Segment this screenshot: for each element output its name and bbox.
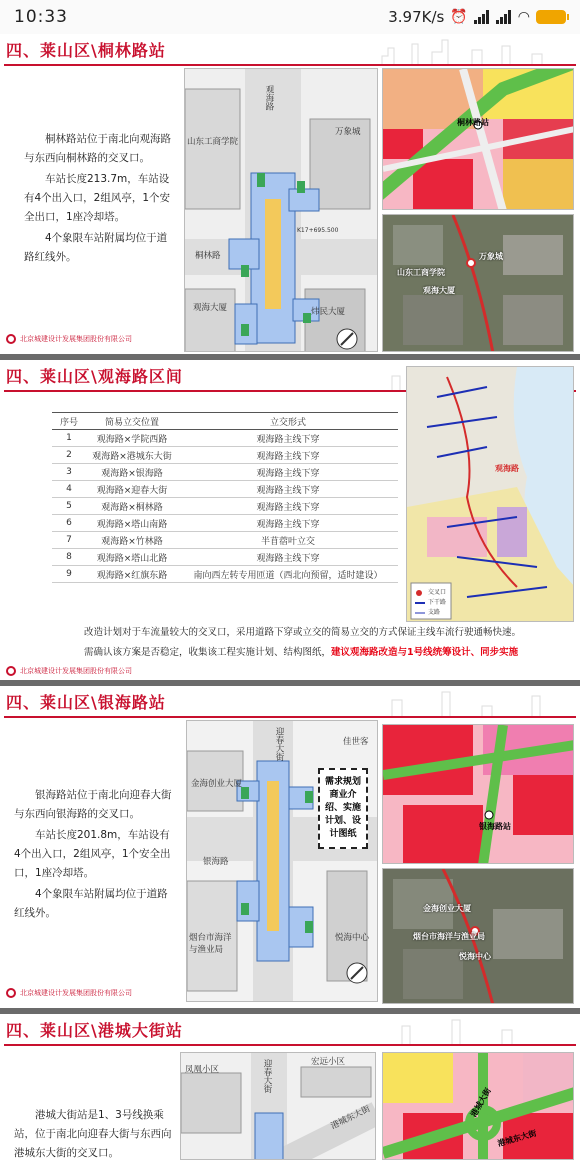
slide-footer	[6, 334, 132, 344]
footer-text: 北京城建设计发展集团股份有限公司	[20, 335, 132, 343]
cell: 观海路×桐林路	[86, 498, 178, 515]
desc-para: 港城大街站是1、3号线换乘站，位于南北向迎春大街与东西向港城东大街的交叉口。	[14, 1109, 172, 1159]
cell: 半苜蓿叶立交	[178, 532, 398, 549]
cell: 9	[52, 566, 86, 583]
col-header: 立交形式	[178, 413, 398, 430]
slide-title: 四、莱山区\银海路站	[6, 693, 166, 712]
satellite-map[interactable]	[382, 868, 574, 1004]
land-use-graphic	[383, 725, 574, 864]
footer-text: 北京城建设计发展集团股份有限公司	[20, 667, 132, 675]
cell: 观海路主线下穿	[178, 481, 398, 498]
desc-para: 桐林路站位于南北向观海路与东西向桐林路的交叉口。	[24, 133, 171, 164]
building-label-ne: 佳世客	[343, 737, 369, 747]
cell: 观海路×塔山南路	[86, 515, 178, 532]
skyline-decoration	[372, 1016, 572, 1046]
desc-para: 车站长度213.7m，车站设有4个出入口，2组风亭，1个安全出口，1座冷却塔。	[24, 173, 171, 223]
footer-text: 北京城建设计发展集团股份有限公司	[20, 989, 132, 997]
company-logo-icon	[6, 988, 16, 998]
legend-item: 交叉口	[428, 589, 447, 596]
company-logo-icon	[6, 666, 16, 676]
cell: 4	[52, 481, 86, 498]
station-map-label: 港城大街	[469, 1086, 493, 1119]
cell: 1	[52, 430, 86, 447]
station-description	[14, 786, 174, 925]
col-header: 简易立交位置	[86, 413, 178, 430]
road-label-ns: 迎春大街	[274, 727, 284, 761]
alarm-icon: ⏰	[450, 9, 468, 25]
cell: 观海路主线下穿	[178, 515, 398, 532]
note-highlight: 建议观海路改造与1号线统筹设计、同步实施	[331, 647, 519, 658]
desc-para: 4个象限车站附属均位于道路红线外。	[24, 232, 168, 263]
road-label-ew: 桐林路	[195, 251, 221, 261]
table-row	[52, 430, 398, 447]
land-use-graphic	[383, 69, 574, 210]
title-rule	[4, 64, 576, 66]
recommendation-note	[84, 644, 518, 658]
cell: 观海路×学院西路	[86, 430, 178, 447]
building-label-ne: 万象城	[335, 127, 361, 137]
slide-title: 四、莱山区\港城大街站	[6, 1021, 183, 1040]
skyline-decoration	[372, 688, 572, 718]
station-map-label: 银海路站	[479, 822, 511, 831]
route-map-label: 观海路	[495, 464, 519, 473]
cell: 观海路×竹林路	[86, 532, 178, 549]
station-map-label: 桐林路站	[457, 118, 489, 127]
cell: 观海路主线下穿	[178, 464, 398, 481]
plan-note: 改造计划对于车流量较大的交叉口，采用道路下穿或立交的简易立交的方式保证主线车流行驶通畅快速。	[84, 627, 522, 638]
signal-icon-2	[496, 10, 512, 24]
slide-gangcheng-station[interactable]	[0, 1014, 580, 1160]
col-header: 序号	[52, 413, 86, 430]
table-row	[52, 549, 398, 566]
station-description	[24, 130, 174, 269]
building-label-sw: 烟台市海洋与渔业局	[189, 933, 232, 955]
building-label-se: 悦海中心	[335, 933, 370, 943]
cell: 3	[52, 464, 86, 481]
cell: 观海路主线下穿	[178, 498, 398, 515]
cell: 5	[52, 498, 86, 515]
building-label-sw: 观海大厦	[193, 303, 228, 313]
network-speed: 3.97K/s	[388, 8, 445, 26]
table-row	[52, 481, 398, 498]
station-description	[14, 1106, 178, 1160]
desc-para: 银海路站位于南北向迎春大街与东西向银海路的交叉口。	[14, 789, 172, 820]
cell: 观海路×红旗东路	[86, 566, 178, 583]
legend-item: 支路	[428, 609, 441, 616]
cell: 南向西左转专用匝道（西北向预留，适时建设）	[178, 566, 398, 583]
road-label-ns: 迎春大街	[262, 1059, 272, 1093]
skyline-decoration	[372, 36, 572, 66]
table-row	[52, 566, 398, 583]
battery-icon	[536, 10, 566, 24]
slide-footer	[6, 666, 132, 676]
satellite-map[interactable]	[382, 214, 574, 352]
cell: 观海路×港城东大街	[86, 447, 178, 464]
cell: 7	[52, 532, 86, 549]
road-label-ew: 港城东大街	[329, 1104, 372, 1132]
wifi-icon: ◠	[517, 9, 530, 25]
station-plan-drawing[interactable]	[184, 68, 378, 352]
cell: 6	[52, 515, 86, 532]
desc-para: 4个象限车站附属均位于道路红线外。	[14, 888, 168, 919]
status-bar	[0, 0, 580, 34]
station-plan-drawing[interactable]	[186, 720, 378, 1002]
sat-label-a: 万象城	[479, 252, 503, 261]
satellite-graphic	[383, 215, 574, 352]
table-row	[52, 447, 398, 464]
route-map[interactable]	[406, 366, 574, 622]
cell: 观海路×迎春大街	[86, 481, 178, 498]
route-map-graphic	[407, 367, 574, 622]
road-map-label: 港城东大街	[496, 1128, 538, 1149]
signal-icon	[474, 10, 490, 24]
slide-guanhai-section[interactable]	[0, 360, 580, 680]
title-rule	[4, 1044, 576, 1046]
cell: 观海路主线下穿	[178, 447, 398, 464]
cell: 观海路×塔山北路	[86, 549, 178, 566]
intersection-table	[52, 412, 398, 583]
land-use-map[interactable]	[382, 724, 574, 864]
table-row	[52, 532, 398, 549]
cell: 8	[52, 549, 86, 566]
cell: 观海路主线下穿	[178, 430, 398, 447]
table-row	[52, 498, 398, 515]
sat-label-b: 山东工商学院	[397, 268, 445, 277]
title-rule	[4, 716, 576, 718]
road-label-ew: 银海路	[203, 857, 229, 867]
desc-para: 车站长度201.8m，车站设有4个出入口，2组风亭，1个安全出口，1座冷却塔。	[14, 829, 171, 879]
building-label-se: 炜民大厦	[311, 307, 346, 317]
slide-yinhai-station[interactable]	[0, 686, 580, 1008]
slide-footer	[6, 988, 132, 998]
chainage-label: K17+695.500	[297, 227, 339, 234]
note-text: 需确认该方案是否稳定，收集该工程实施计划、结构图纸，	[84, 647, 332, 658]
cell: 观海路主线下穿	[178, 549, 398, 566]
sat-label-c: 悦海中心	[459, 952, 491, 961]
sat-label-c: 观海大厦	[423, 286, 455, 295]
requirement-note-box: 需求规划商业介绍、实施计划、设计图纸	[318, 768, 368, 849]
station-plan-drawing[interactable]	[180, 1052, 376, 1160]
sat-label-b: 烟台市海洋与渔业局	[413, 932, 485, 941]
land-use-map[interactable]	[382, 1052, 574, 1160]
building-label-nw: 金海创业大厦	[191, 779, 243, 789]
road-label-ns: 观海路	[264, 85, 274, 111]
company-logo-icon	[6, 334, 16, 344]
clock: 10:33	[14, 7, 68, 27]
table-row	[52, 515, 398, 532]
legend-item: 下干路	[428, 599, 447, 606]
sat-label-a: 金海创业大厦	[423, 904, 471, 913]
slide-title: 四、莱山区\桐林路站	[6, 41, 166, 60]
building-label-nw: 山东工商学院	[187, 137, 239, 147]
slide-tonglin-station[interactable]	[0, 34, 580, 354]
slide-title: 四、莱山区\观海路区间	[6, 367, 183, 386]
table-row	[52, 464, 398, 481]
building-label-ne: 宏远小区	[311, 1057, 346, 1067]
cell: 2	[52, 447, 86, 464]
land-use-map[interactable]	[382, 68, 574, 210]
building-label-nw: 凤凰小区	[185, 1065, 220, 1075]
cell: 观海路×银海路	[86, 464, 178, 481]
